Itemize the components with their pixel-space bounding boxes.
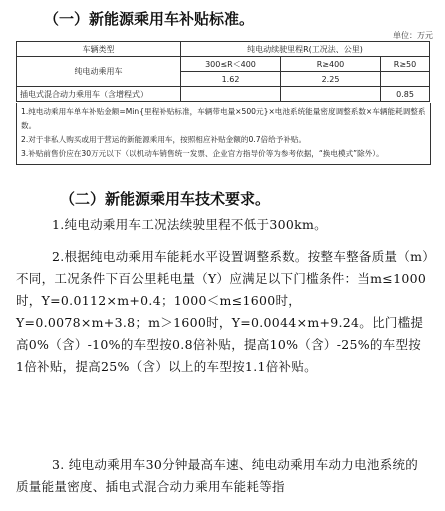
range-cell: 300≤R＜400 — [181, 57, 281, 72]
paragraph: 2.根据纯电动乘用车能耗水平设置调整系数。按整车整备质量（m）不同，工况条件下百公里耗电量（Y）应满足以下门槛条件：当m≤1000时，Y=0.0112×m+0.4；1000＜m≤1600时，Y=0.0078×m+3.8；m＞1600时，Y=0.0044×m+9.24。比门槛提高0%（含）-10%的车型按0.8倍补贴，提高10%（含）-25%的车型按1倍补贴，提高25%（含）以上的车型按1.1倍补贴。 — [16, 249, 429, 374]
note-item: 3.补贴前售价应在30万元以下（以机动车销售统一发票、企业官方指导价等为参考依据，“换电模式”除外）。 — [21, 149, 384, 158]
row-label-bev: 纯电动乘用车 — [17, 57, 181, 87]
value-cell: 1.62 — [181, 72, 281, 87]
value-cell: 0.85 — [381, 87, 430, 102]
value-cell: 2.25 — [281, 72, 381, 87]
table-notes — [16, 103, 431, 165]
row-label-phev: 插电式混合动力乘用车（含增程式） — [17, 87, 181, 102]
range-cell: R≥400 — [281, 57, 381, 72]
table-row — [17, 57, 430, 72]
value-cell — [381, 72, 430, 87]
unit-label: 单位：万元 — [393, 31, 433, 40]
note-item: 2.对于非私人购买或用于营运的新能源乘用车，按照相应补贴金额的0.7倍给予补贴。 — [21, 135, 307, 144]
table-row — [17, 42, 430, 57]
section-heading-tech: （二）新能源乘用车技术要求。 — [60, 190, 271, 208]
note-item: 1.纯电动乘用车单车补贴金额=Min{里程补贴标准，车辆带电量×500元}×电池系统能量密度调整系数×车辆能耗调整系数。 — [21, 107, 426, 130]
table-row — [17, 87, 430, 102]
subsidy-table — [16, 41, 430, 102]
paragraph: 1.纯电动乘用车工况法续驶里程不低于300km。 — [52, 217, 327, 232]
header-range: 纯电动续驶里程R(工况法、公里) — [181, 42, 430, 57]
value-cell — [281, 87, 381, 102]
paragraph: 3. 纯电动乘用车30分钟最高车速、纯电动乘用车动力电池系统的质量能量密度、插电式混合动力乘用车能耗等指 — [16, 457, 419, 494]
section-heading-subsidy: （一）新能源乘用车补贴标准。 — [44, 10, 255, 28]
header-vehicle-type: 车辆类型 — [17, 42, 181, 57]
range-cell: R≥50 — [381, 57, 430, 72]
value-cell — [181, 87, 281, 102]
